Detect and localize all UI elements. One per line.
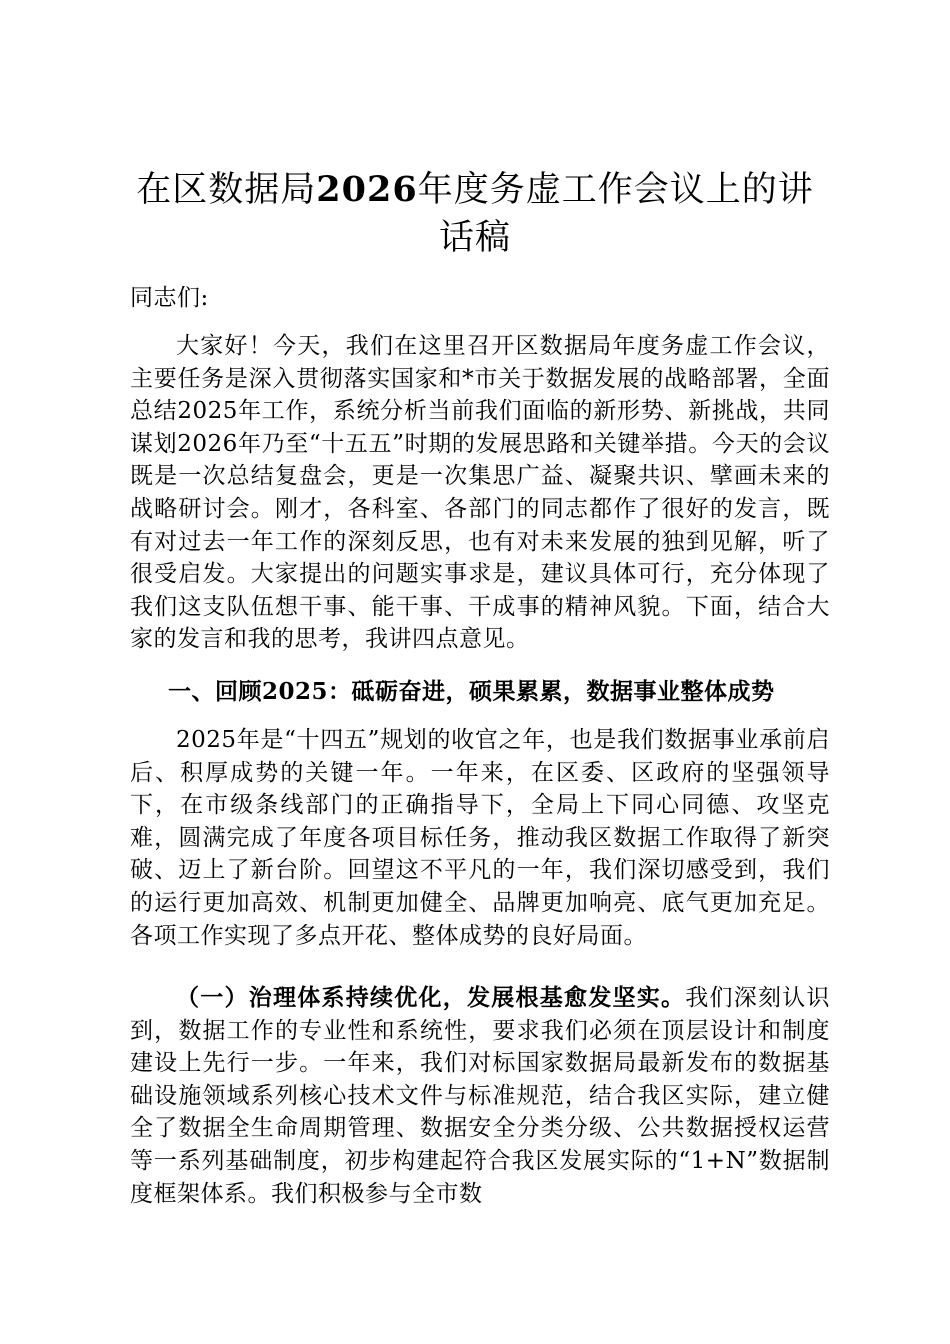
title-year: 2026 <box>316 169 418 210</box>
subsection-1-paragraph <box>130 982 830 1210</box>
document-title <box>120 166 830 262</box>
title-part2: 年度务虚工作会议上的讲话稿 <box>417 170 814 258</box>
subsection-1-text: 我们深刻认识到，数据工作的专业性和系统性，要求我们必须在顶层设计和制度建设上先行一步。一年来，我们对标国家数据局最新发布的数据基础设施领域系列核心技术文件与标准规范，结合我区实际，建立健全了数据全生命周期管理、数据安全分类分级、公共数据授权运营等一系列基础制度，初步构建起符合我区发展实际的“1+N”数据制度框架体系。我们积极参与全市数 <box>130 985 830 1207</box>
section-heading-1: 一、回顾2025：砥砺奋进，硕果累累，数据事业整体成势 <box>168 678 775 705</box>
title-part1: 在区数据局 <box>136 170 317 210</box>
intro-paragraph: 大家好！今天，我们在这里召开区数据局年度务虚工作会议，主要任务是深入贯彻落实国家和*市关于数据发展的战略部署，全面总结2025年工作，系统分析当前我们面临的新形势、新挑战，共同谋划2026年乃至“十五五”时期的发展思路和关键举措。今天的会议既是一次总结复盘会，更是一次集思广益、凝聚共识、擘画未来的战略研讨会。刚才，各科室、各部门的同志都作了很好的发言，既有对过去一年工作的深刻反思，也有对未来发展的独到见解，听了很受启发。大家提出的问题实事求是，建议具体可行，充分体现了我们这支队伍想干事、能干事、干成事的精神风貌。下面，结合大家的发言和我的思考，我讲四点意见。 <box>130 333 830 653</box>
salutation: 同志们: <box>130 285 209 311</box>
section-1-paragraph: 2025年是“十四五”规划的收官之年，也是我们数据事业承前启后、积厚成势的关键一年。一年来，在区委、区政府的坚强领导下，在市级条线部门的正确指导下，全局上下同心同德、攻坚克难，圆满完成了年度各项目标任务，推动我区数据工作取得了新突破、迈上了新台阶。回望这不平凡的一年，我们深切感受到，我们的运行更加高效、机制更加健全、品牌更加响亮、底气更加充足。各项工作实现了多点开花、整体成势的良好局面。 <box>130 727 830 949</box>
subsection-1-lead: （一）治理体系持续优化，发展根基愈发坚实。 <box>176 984 686 1011</box>
